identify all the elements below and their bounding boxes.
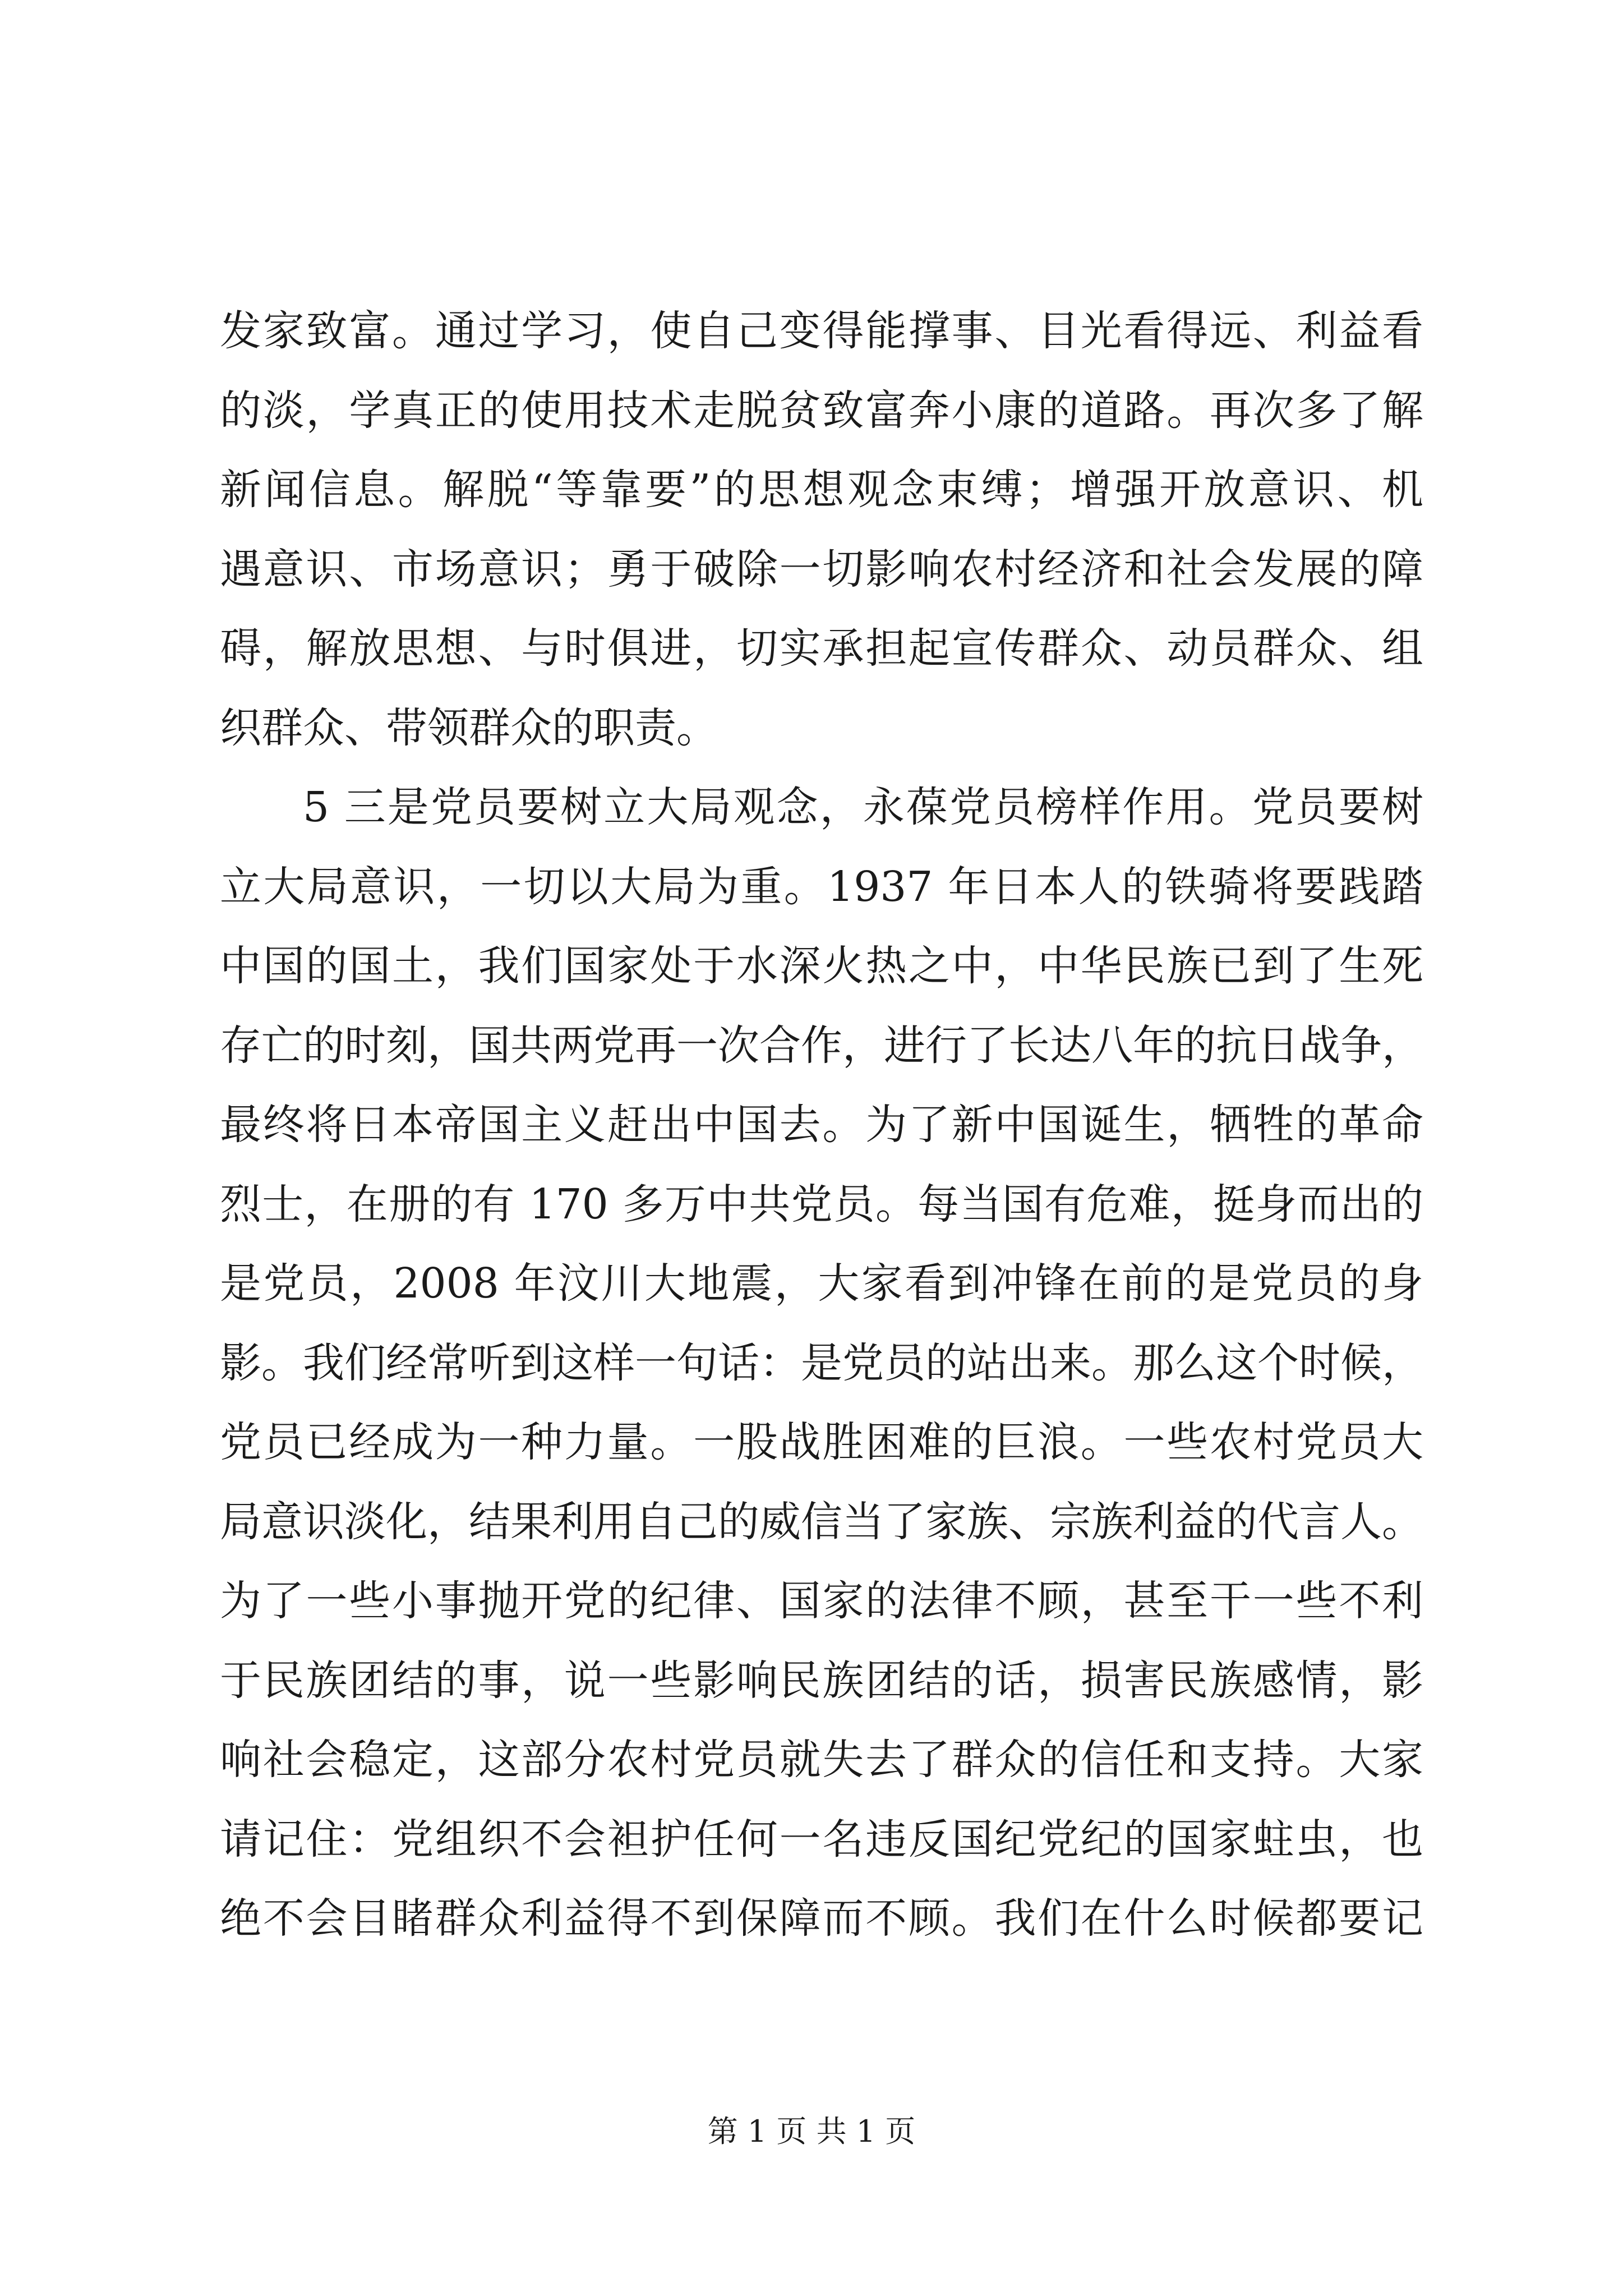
text-line: 为了一些小事抛开党的纪律、国家的法律不顾，甚至干一些不利 (220, 1577, 1423, 1625)
document-body (220, 292, 1423, 1959)
page-number-footer: 第 1 页 共 1 页 (707, 2114, 916, 2149)
text-line: 的淡，学真正的使用技术走脱贫致富奔小康的道路。再次多了解 (220, 386, 1423, 435)
text-line: 是党员，2008 年汶川大地震，大家看到冲锋在前的是党员的身 (220, 1259, 1423, 1308)
text-line: 响社会稳定，这部分农村党员就失去了群众的信任和支持。大家 (220, 1736, 1423, 1784)
text-line: 最终将日本帝国主义赶出中国去。为了新中国诞生，牺牲的革命 (220, 1101, 1423, 1149)
text-line: 立大局意识，一切以大局为重。1937 年日本人的铁骑将要践踏 (220, 862, 1423, 911)
text-line: 遇意识、市场意识；勇于破除一切影响农村经济和社会发展的障 (220, 545, 1423, 593)
text-line: 烈士，在册的有 170 多万中共党员。每当国有危难，挺身而出的 (220, 1180, 1423, 1228)
text-line: 发家致富。通过学习，使自己变得能撑事、目光看得远、利益看 (220, 307, 1423, 355)
text-line: 存亡的时刻，国共两党再一次合作，进行了长达八年的抗日战争， (220, 1021, 1423, 1070)
text-line: 新闻信息。解脱“等靠要”的思想观念束缚；增强开放意识、机 (220, 466, 1423, 514)
text-line: 影。我们经常听到这样一句话：是党员的站出来。那么这个时候， (220, 1338, 1423, 1387)
text-line: 党员已经成为一种力量。一股战胜困难的巨浪。一些农村党员大 (220, 1418, 1423, 1466)
paragraph (220, 292, 1423, 768)
text-line: 碍，解放思想、与时俱进，切实承担起宣传群众、动员群众、组 (220, 624, 1423, 673)
text-line: 请记住：党组织不会袒护任何一名违反国纪党纪的国家蛀虫，也 (220, 1815, 1423, 1864)
text-line: 中国的国土，我们国家处于水深火热之中，中华民族已到了生死 (220, 942, 1423, 990)
text-line: 5 三是党员要树立大局观念，永葆党员榜样作用。党员要树 (303, 783, 1423, 831)
text-line: 绝不会目睹群众利益得不到保障而不顾。我们在什么时候都要记 (220, 1894, 1423, 1943)
text-line: 局意识淡化，结果利用自己的威信当了家族、宗族利益的代言人。 (220, 1497, 1423, 1546)
text-line: 织群众、带领群众的职责。 (220, 703, 718, 752)
paragraph (220, 768, 1423, 1959)
text-line: 于民族团结的事，说一些影响民族团结的话，损害民族感情，影 (220, 1656, 1423, 1705)
